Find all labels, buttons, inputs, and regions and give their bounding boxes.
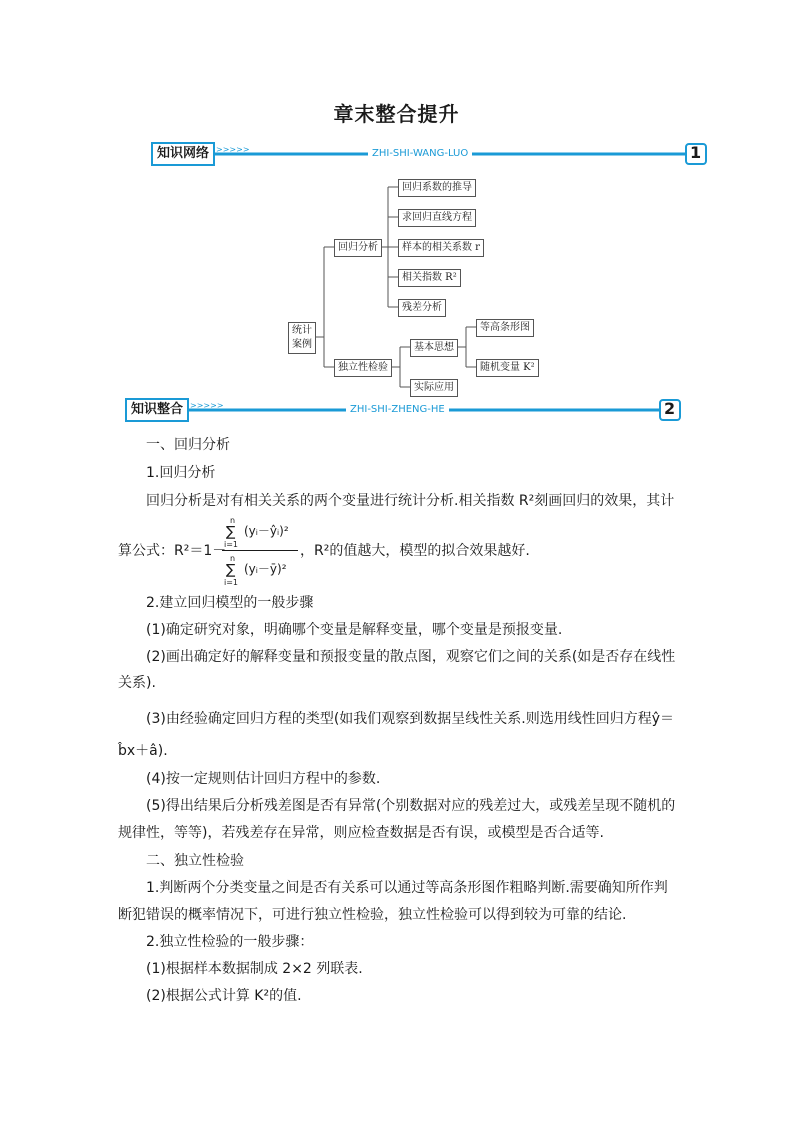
mindmap-item: 求回归直线方程 — [398, 209, 476, 227]
paragraph: 规律性，等等)，若残差存在异常，则应检查数据是否有误，或模型是否合适等. — [118, 825, 604, 841]
mindmap-sub-application: 实际应用 — [410, 379, 458, 397]
sum-top: n — [230, 516, 236, 525]
sum-bottom: i=1 — [224, 540, 239, 549]
section-pinyin: ZHI-SHI-WANG-LUO — [368, 144, 472, 164]
sum-sign: ∑ — [226, 524, 236, 540]
section-number: 1 — [690, 143, 702, 162]
section-label: 知识网络 — [157, 146, 210, 161]
paragraph: (1)确定研究对象，明确哪个变量是解释变量，哪个变量是预报变量. — [146, 622, 563, 638]
fraction-bar — [222, 550, 298, 551]
section-arrows: >>>>> — [216, 145, 250, 154]
heading-regression: 一、回归分析 — [146, 437, 230, 453]
mindmap-item: 样本的相关系数 r — [398, 239, 484, 257]
subheading: 2.独立性检验的一般步骤： — [146, 934, 314, 950]
paragraph: (5)得出结果后分析残差图是否有异常(个别数据对应的残差过大，或残差呈现不随机的 — [146, 798, 676, 814]
mindmap-item: 回归系数的推导 — [398, 179, 476, 197]
formula-prefix: 算公式：R²＝1－ — [118, 543, 227, 559]
section-number: 2 — [664, 399, 676, 418]
knowledge-mindmap — [0, 0, 793, 400]
mindmap-sub-basic-idea: 基本思想 — [410, 339, 458, 357]
sum-sign: ∑ — [226, 562, 236, 578]
subheading: 1.回归分析 — [146, 465, 216, 481]
paragraph: 关系). — [118, 675, 156, 691]
r2-formula — [118, 516, 678, 587]
page-title: 章末整合提升 — [333, 102, 460, 126]
mindmap-connectors — [0, 0, 793, 400]
mindmap-item: 等高条形图 — [476, 319, 534, 337]
subheading: 2.建立回归模型的一般步骤 — [146, 595, 314, 611]
section-arrows: >>>>> — [190, 401, 224, 410]
section-banner-integration — [0, 396, 793, 426]
paragraph: (4)按一定规则估计回归方程中的参数. — [146, 771, 381, 787]
mindmap-branch-regression: 回归分析 — [334, 239, 382, 257]
paragraph: 断犯错误的概率情况下，可进行独立性检验，独立性检验可以得到较为可靠的结论. — [118, 907, 627, 923]
formula-suffix: ，R²的值越大，模型的拟合效果越好. — [300, 543, 530, 559]
section-label: 知识整合 — [131, 402, 184, 417]
paragraph: 1.判断两个分类变量之间是否有关系可以通过等高条形图作粗略判断.需要确知所作判 — [146, 880, 668, 896]
sum-top: n — [230, 554, 236, 563]
heading-independence: 二、独立性检验 — [146, 853, 244, 869]
paragraph: (2)根据公式计算 K²的值. — [146, 988, 302, 1004]
sum-bottom: i=1 — [224, 578, 239, 587]
fraction-denominator: (yᵢ－ȳ)² — [244, 562, 287, 576]
paragraph: b̂x＋â). — [118, 743, 168, 759]
mindmap-root: 统计 案例 — [288, 322, 316, 354]
paragraph: (2)画出确定好的解释变量和预报变量的散点图，观察它们之间的关系(如是否存在线性 — [146, 649, 676, 665]
paragraph: (3)由经验确定回归方程的类型(如我们观察到数据呈线性关系.则选用线性回归方程ŷ＝ — [146, 711, 675, 727]
fraction-numerator: (yᵢ－ŷᵢ)² — [244, 524, 289, 538]
paragraph: (1)根据样本数据制成 2×2 列联表. — [146, 961, 363, 977]
mindmap-item: 随机变量 K² — [476, 359, 539, 377]
mindmap-item: 相关指数 R² — [398, 269, 461, 287]
section-pinyin: ZHI-SHI-ZHENG-HE — [346, 400, 449, 420]
mindmap-branch-independence: 独立性检验 — [334, 359, 392, 377]
mindmap-item: 残差分析 — [398, 299, 446, 317]
paragraph: 回归分析是对有相关关系的两个变量进行统计分析.相关指数 R²刻画回归的效果，其计 — [146, 493, 675, 509]
